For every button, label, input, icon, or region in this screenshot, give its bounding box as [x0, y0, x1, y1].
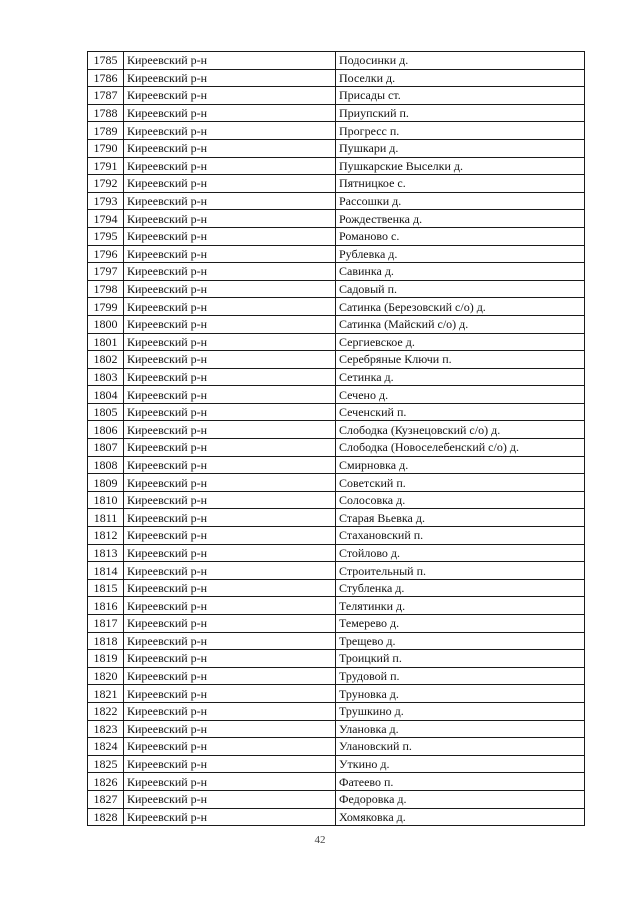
row-number: 1786	[88, 69, 124, 87]
table-row	[88, 157, 585, 175]
place-cell: Сатинка (Березовский с/о) д.	[336, 298, 585, 316]
row-number: 1789	[88, 122, 124, 140]
district-cell: Киреевский р-н	[124, 245, 336, 263]
table-row	[88, 227, 585, 245]
place-cell: Пятницкое с.	[336, 175, 585, 193]
district-cell: Киреевский р-н	[124, 456, 336, 474]
place-cell: Романово с.	[336, 227, 585, 245]
place-cell: Приупский п.	[336, 104, 585, 122]
row-number: 1812	[88, 527, 124, 545]
table-row	[88, 562, 585, 580]
place-cell: Савинка д.	[336, 263, 585, 281]
table-row	[88, 368, 585, 386]
table-row	[88, 456, 585, 474]
settlements-table-body	[88, 52, 585, 826]
place-cell: Хомяковка д.	[336, 808, 585, 826]
district-cell: Киреевский р-н	[124, 157, 336, 175]
place-cell: Сетинка д.	[336, 368, 585, 386]
row-number: 1811	[88, 509, 124, 527]
district-cell: Киреевский р-н	[124, 632, 336, 650]
place-cell: Темерево д.	[336, 615, 585, 633]
district-cell: Киреевский р-н	[124, 579, 336, 597]
place-cell: Серебряные Ключи п.	[336, 351, 585, 369]
place-cell: Слободка (Новоселебенский с/о) д.	[336, 439, 585, 457]
table-row	[88, 139, 585, 157]
district-cell: Киреевский р-н	[124, 439, 336, 457]
district-cell: Киреевский р-н	[124, 52, 336, 70]
table-row	[88, 685, 585, 703]
table-row	[88, 650, 585, 668]
row-number: 1792	[88, 175, 124, 193]
row-number: 1814	[88, 562, 124, 580]
district-cell: Киреевский р-н	[124, 650, 336, 668]
table-row	[88, 421, 585, 439]
row-number: 1791	[88, 157, 124, 175]
row-number: 1795	[88, 227, 124, 245]
district-cell: Киреевский р-н	[124, 280, 336, 298]
row-number: 1816	[88, 597, 124, 615]
table-row	[88, 403, 585, 421]
place-cell: Сечено д.	[336, 386, 585, 404]
table-row	[88, 808, 585, 826]
table-row	[88, 738, 585, 756]
place-cell: Рождественка д.	[336, 210, 585, 228]
row-number: 1805	[88, 403, 124, 421]
place-cell: Трудовой п.	[336, 667, 585, 685]
district-cell: Киреевский р-н	[124, 597, 336, 615]
row-number: 1796	[88, 245, 124, 263]
district-cell: Киреевский р-н	[124, 403, 336, 421]
place-cell: Пушкарские Выселки д.	[336, 157, 585, 175]
place-cell: Поселки д.	[336, 69, 585, 87]
table-row	[88, 280, 585, 298]
place-cell: Стойлово д.	[336, 544, 585, 562]
district-cell: Киреевский р-н	[124, 139, 336, 157]
row-number: 1827	[88, 790, 124, 808]
district-cell: Киреевский р-н	[124, 474, 336, 492]
district-cell: Киреевский р-н	[124, 210, 336, 228]
table-row	[88, 597, 585, 615]
table-row	[88, 773, 585, 791]
settlements-table	[87, 51, 585, 826]
row-number: 1794	[88, 210, 124, 228]
row-number: 1787	[88, 87, 124, 105]
table-row	[88, 333, 585, 351]
district-cell: Киреевский р-н	[124, 122, 336, 140]
district-cell: Киреевский р-н	[124, 298, 336, 316]
table-row	[88, 192, 585, 210]
district-cell: Киреевский р-н	[124, 87, 336, 105]
place-cell: Старая Вьевка д.	[336, 509, 585, 527]
place-cell: Сергиевское д.	[336, 333, 585, 351]
district-cell: Киреевский р-н	[124, 351, 336, 369]
row-number: 1828	[88, 808, 124, 826]
table-row	[88, 351, 585, 369]
district-cell: Киреевский р-н	[124, 667, 336, 685]
place-cell: Улановский п.	[336, 738, 585, 756]
page-number: 42	[314, 834, 326, 846]
table-row	[88, 720, 585, 738]
district-cell: Киреевский р-н	[124, 738, 336, 756]
place-cell: Стубленка д.	[336, 579, 585, 597]
place-cell: Уткино д.	[336, 755, 585, 773]
district-cell: Киреевский р-н	[124, 104, 336, 122]
table-row	[88, 632, 585, 650]
row-number: 1818	[88, 632, 124, 650]
row-number: 1824	[88, 738, 124, 756]
place-cell: Трещево д.	[336, 632, 585, 650]
place-cell: Рублевка д.	[336, 245, 585, 263]
table-row	[88, 298, 585, 316]
row-number: 1806	[88, 421, 124, 439]
place-cell: Садовый п.	[336, 280, 585, 298]
row-number: 1809	[88, 474, 124, 492]
row-number: 1802	[88, 351, 124, 369]
row-number: 1821	[88, 685, 124, 703]
place-cell: Солосовка д.	[336, 491, 585, 509]
row-number: 1793	[88, 192, 124, 210]
table-row	[88, 210, 585, 228]
table-row	[88, 87, 585, 105]
table-row	[88, 104, 585, 122]
row-number: 1804	[88, 386, 124, 404]
row-number: 1817	[88, 615, 124, 633]
district-cell: Киреевский р-н	[124, 69, 336, 87]
place-cell: Стахановский п.	[336, 527, 585, 545]
row-number: 1798	[88, 280, 124, 298]
row-number: 1822	[88, 702, 124, 720]
place-cell: Пушкари д.	[336, 139, 585, 157]
district-cell: Киреевский р-н	[124, 333, 336, 351]
district-cell: Киреевский р-н	[124, 790, 336, 808]
row-number: 1815	[88, 579, 124, 597]
row-number: 1800	[88, 315, 124, 333]
place-cell: Подосинки д.	[336, 52, 585, 70]
place-cell: Слободка (Кузнецовский с/о) д.	[336, 421, 585, 439]
table-row	[88, 790, 585, 808]
district-cell: Киреевский р-н	[124, 509, 336, 527]
district-cell: Киреевский р-н	[124, 175, 336, 193]
place-cell: Присады ст.	[336, 87, 585, 105]
place-cell: Сатинка (Майский с/о) д.	[336, 315, 585, 333]
table-row	[88, 386, 585, 404]
row-number: 1823	[88, 720, 124, 738]
district-cell: Киреевский р-н	[124, 192, 336, 210]
district-cell: Киреевский р-н	[124, 702, 336, 720]
district-cell: Киреевский р-н	[124, 491, 336, 509]
district-cell: Киреевский р-н	[124, 386, 336, 404]
place-cell: Троицкий п.	[336, 650, 585, 668]
table-row	[88, 544, 585, 562]
row-number: 1785	[88, 52, 124, 70]
district-cell: Киреевский р-н	[124, 720, 336, 738]
row-number: 1799	[88, 298, 124, 316]
row-number: 1810	[88, 491, 124, 509]
table-row	[88, 245, 585, 263]
table-row	[88, 755, 585, 773]
district-cell: Киреевский р-н	[124, 421, 336, 439]
district-cell: Киреевский р-н	[124, 315, 336, 333]
row-number: 1803	[88, 368, 124, 386]
place-cell: Строительный п.	[336, 562, 585, 580]
table-row	[88, 52, 585, 70]
table-row	[88, 263, 585, 281]
row-number: 1788	[88, 104, 124, 122]
row-number: 1826	[88, 773, 124, 791]
district-cell: Киреевский р-н	[124, 615, 336, 633]
district-cell: Киреевский р-н	[124, 755, 336, 773]
place-cell: Рассошки д.	[336, 192, 585, 210]
table-row	[88, 439, 585, 457]
district-cell: Киреевский р-н	[124, 263, 336, 281]
place-cell: Прогресс п.	[336, 122, 585, 140]
place-cell: Труновка д.	[336, 685, 585, 703]
row-number: 1813	[88, 544, 124, 562]
table-row	[88, 615, 585, 633]
row-number: 1820	[88, 667, 124, 685]
table-row	[88, 315, 585, 333]
district-cell: Киреевский р-н	[124, 227, 336, 245]
place-cell: Телятинки д.	[336, 597, 585, 615]
place-cell: Фатеево п.	[336, 773, 585, 791]
place-cell: Федоровка д.	[336, 790, 585, 808]
table-row	[88, 69, 585, 87]
table-row	[88, 509, 585, 527]
place-cell: Трушкино д.	[336, 702, 585, 720]
district-cell: Киреевский р-н	[124, 773, 336, 791]
table-row	[88, 702, 585, 720]
table-row	[88, 175, 585, 193]
place-cell: Советский п.	[336, 474, 585, 492]
row-number: 1808	[88, 456, 124, 474]
row-number: 1807	[88, 439, 124, 457]
place-cell: Смирновка д.	[336, 456, 585, 474]
table-row	[88, 667, 585, 685]
row-number: 1819	[88, 650, 124, 668]
district-cell: Киреевский р-н	[124, 808, 336, 826]
row-number: 1825	[88, 755, 124, 773]
table-row	[88, 474, 585, 492]
row-number: 1801	[88, 333, 124, 351]
district-cell: Киреевский р-н	[124, 544, 336, 562]
district-cell: Киреевский р-н	[124, 527, 336, 545]
table-row	[88, 491, 585, 509]
table-row	[88, 122, 585, 140]
table-row	[88, 527, 585, 545]
district-cell: Киреевский р-н	[124, 685, 336, 703]
row-number: 1790	[88, 139, 124, 157]
place-cell: Улановка д.	[336, 720, 585, 738]
row-number: 1797	[88, 263, 124, 281]
district-cell: Киреевский р-н	[124, 368, 336, 386]
place-cell: Сеченский п.	[336, 403, 585, 421]
district-cell: Киреевский р-н	[124, 562, 336, 580]
table-row	[88, 579, 585, 597]
